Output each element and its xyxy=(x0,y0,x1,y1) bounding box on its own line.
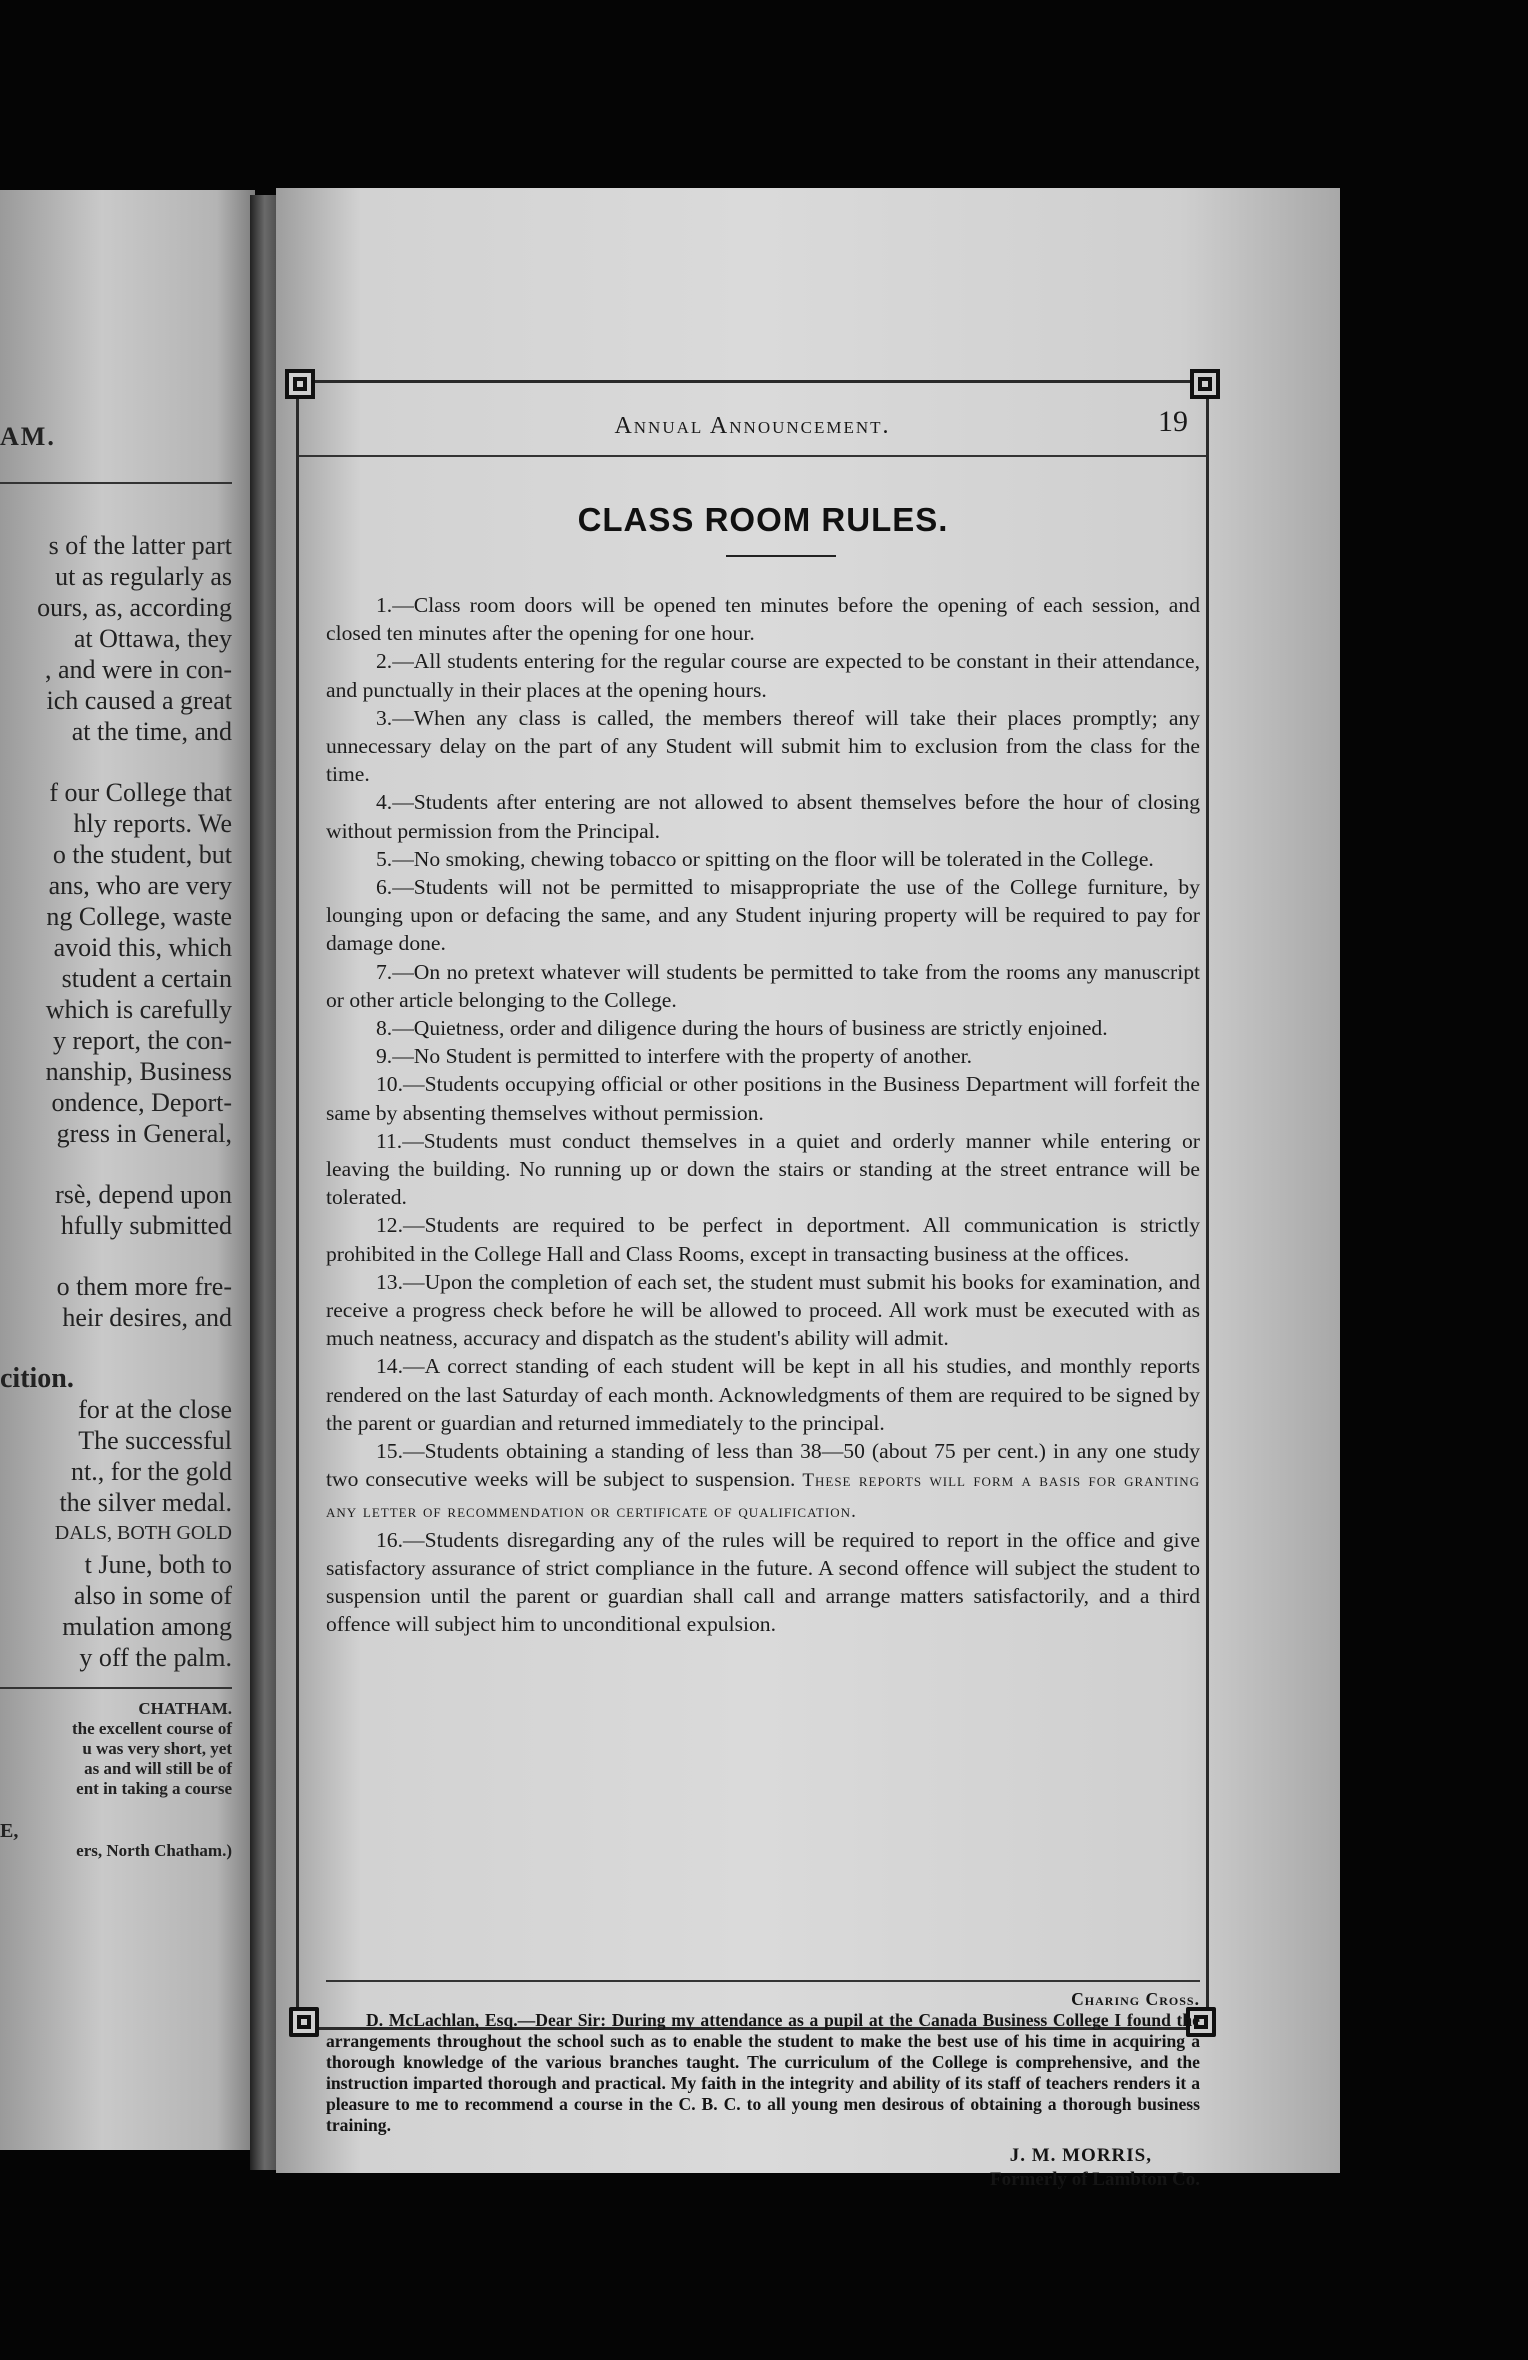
left-footer-line: CHATHAM. xyxy=(138,1699,232,1718)
left-line: nanship, Business xyxy=(45,1057,232,1086)
left-facing-page xyxy=(0,190,255,2150)
left-running-head: AM. xyxy=(0,422,56,451)
left-line: DALS, BOTH GOLD xyxy=(54,1522,232,1544)
left-footer-line: E, xyxy=(0,1820,19,1842)
left-line: also in some of xyxy=(73,1581,232,1610)
left-footer-rule xyxy=(0,1673,232,1689)
rule-item-15 xyxy=(326,1437,1200,1526)
left-line: ng College, waste xyxy=(46,902,232,931)
left-line: avoid this, which xyxy=(53,933,232,962)
rule-15-caps-notice: These reports will form a basis for granting any letter of recommendation or certificate of qualification. xyxy=(326,1470,1200,1522)
rule-item: 4.—Students after entering are not allowed to absent themselves before the hour of closing without permission from the Principal. xyxy=(326,790,1200,843)
left-head-rule xyxy=(0,482,232,484)
signature-title: Formerly of Lambton Co. xyxy=(989,2169,1200,2190)
left-line: hfully submitted xyxy=(60,1211,232,1240)
page-number: 19 xyxy=(1158,405,1188,438)
left-line: at Ottawa, they xyxy=(73,624,232,653)
left-page-text xyxy=(0,530,232,1861)
left-line: at the time, and xyxy=(71,717,232,746)
testimonial-signature xyxy=(326,2144,1200,2192)
rule-item: 2.—All students entering for the regular course are expected to be constant in their attendance, and punctually in their places at the opening hours. xyxy=(326,649,1200,702)
testimonial xyxy=(326,1989,1200,2192)
left-line: ans, who are very xyxy=(48,871,232,900)
left-line: , and were in con- xyxy=(45,655,232,684)
signature-name: J. M. MORRIS, xyxy=(1009,2145,1152,2166)
left-line: hly reports. We xyxy=(73,809,232,838)
left-footer-line: as and will still be of xyxy=(84,1759,232,1778)
title-rule xyxy=(726,555,836,557)
left-footer-line: u was very short, yet xyxy=(82,1739,232,1758)
rule-item: 12.—Students are required to be perfect in deportment. All communication is strictly prohibited in the College Hall and Class Rooms, except in transacting business at the offices. xyxy=(326,1213,1200,1266)
left-line: y report, the con- xyxy=(52,1026,232,1055)
left-line: y off the palm. xyxy=(79,1643,232,1672)
running-head: Annual Announcement. xyxy=(614,413,891,439)
rule-item: 11.—Students must conduct themselves in a quiet and orderly manner while entering or leaving the building. No running up or down the stairs or standing at the street entrance will be tolerated. xyxy=(326,1128,1200,1210)
left-line: s of the latter part xyxy=(48,531,232,560)
text-column xyxy=(326,383,1200,2190)
rule-item: 13.—Upon the completion of each set, the student must submit his books for examination, and receive a progress check before he will be allowed to proceed. All work must be executed with as much neatness, accuracy and dispatch as the student's ability will admit. xyxy=(326,1269,1200,1351)
testimonial-place: Charing Cross. xyxy=(1071,1989,1200,2009)
left-line: ut as regularly as xyxy=(55,562,232,591)
rules-list xyxy=(326,591,1200,1639)
left-line: ours, as, according xyxy=(37,593,232,622)
testimonial-body: D. McLachlan, Esq.—Dear Sir: During my attendance as a pupil at the Canada Business College I found the arrangements throughout the school such as to enable the student to make the best use of his time in acquiring a thorough knowledge of the various branches taught. The curriculum of the College is comprehensive, and the instruction imparted thorough and practical. My faith in the integrity and ability of its staff of teachers renders it a pleasure to me to recommend a course in the C. B. C. to all young men desirous of obtaining a thorough business training. xyxy=(326,2010,1200,2135)
left-gap xyxy=(0,747,232,777)
left-line: The successful xyxy=(78,1426,232,1455)
left-line: for at the close xyxy=(78,1395,232,1424)
left-line: nt., for the gold xyxy=(70,1457,232,1486)
rule-item: 7.—On no pretext whatever will students be permitted to take from the rooms any manuscript or other article belonging to the College. xyxy=(326,959,1200,1012)
testimonial-rule xyxy=(326,1980,1200,1982)
left-line: gress in General, xyxy=(56,1119,232,1148)
left-line: mulation among xyxy=(62,1612,232,1641)
rule-item: 10.—Students occupying official or other positions in the Business Department will forfeit the same by absenting themselves without permission. xyxy=(326,1072,1200,1125)
left-footer-line: the excellent course of xyxy=(71,1719,232,1738)
rule-item: 1.—Class room doors will be opened ten minutes before the opening of each session, and closed ten minutes after the opening for one hour. xyxy=(326,593,1200,646)
rule-item: 5.—No smoking, chewing tobacco or spitting on the floor will be tolerated in the College. xyxy=(376,846,1154,871)
left-heading: cition. xyxy=(0,1363,74,1394)
rule-item: 3.—When any class is called, the members thereof will take their places promptly; any unnecessary delay on the part of any Student will submit him to exclusion from the class for the time. xyxy=(326,705,1200,787)
left-line: rsè, depend upon xyxy=(55,1180,232,1209)
left-line: o the student, but xyxy=(52,840,232,869)
main-page xyxy=(276,188,1340,2190)
left-line: student a certain xyxy=(61,964,232,993)
left-footer-line: ent in taking a course xyxy=(76,1779,232,1798)
rule-item: 16.—Students disregarding any of the rules will be required to report in the office and give satisfactory assurance of strict compliance in the future. A second offence will subject the student to suspension until the parent or guardian shall call and arrange matters satisfactorily, and a third offence will subject him to unconditional expulsion. xyxy=(326,1527,1200,1637)
left-gap xyxy=(0,1149,232,1179)
page-title: CLASS ROOM RULES. xyxy=(577,501,949,538)
ornament-corner-icon xyxy=(285,369,315,399)
rule-item: 14.—A correct standing of each student will be kept in all his studies, and monthly reports rendered on the last Saturday of each month. Acknowledgments of them are required to be signed by the parent or guardian and returned immediately to the principal. xyxy=(326,1354,1200,1435)
left-gap xyxy=(0,1333,232,1363)
rule-15-text: 15.—Students obtaining a standing of less than 38—50 (about 75 per cent.) in any one study two consecutive weeks will be subject to suspension. xyxy=(326,1439,1200,1492)
left-line: f our College that xyxy=(49,778,232,807)
left-footer-line: ers, North Chatham.) xyxy=(76,1841,232,1860)
rule-item: 8.—Quietness, order and diligence during the hours of business are strictly enjoined. xyxy=(376,1016,1108,1041)
page-border-frame xyxy=(296,380,1209,2190)
ornament-corner-icon xyxy=(289,2007,319,2037)
left-line: heir desires, and xyxy=(62,1303,232,1332)
left-gap xyxy=(0,1241,232,1271)
left-line: ondence, Deport- xyxy=(51,1088,232,1117)
left-line: o them more fre- xyxy=(56,1272,232,1301)
rule-item: 6.—Students will not be permitted to misappropriate the use of the College furniture, by lounging upon or defacing the same, and any Student injuring property will be required to pay for damage done. xyxy=(326,875,1200,956)
rule-item: 9.—No Student is permitted to interfere with the property of another. xyxy=(376,1044,973,1069)
left-line: the silver medal. xyxy=(59,1488,232,1517)
left-line: which is carefully xyxy=(45,995,232,1024)
left-line: ich caused a great xyxy=(46,686,232,715)
left-gap xyxy=(0,1799,232,1821)
left-line: t June, both to xyxy=(84,1550,232,1579)
